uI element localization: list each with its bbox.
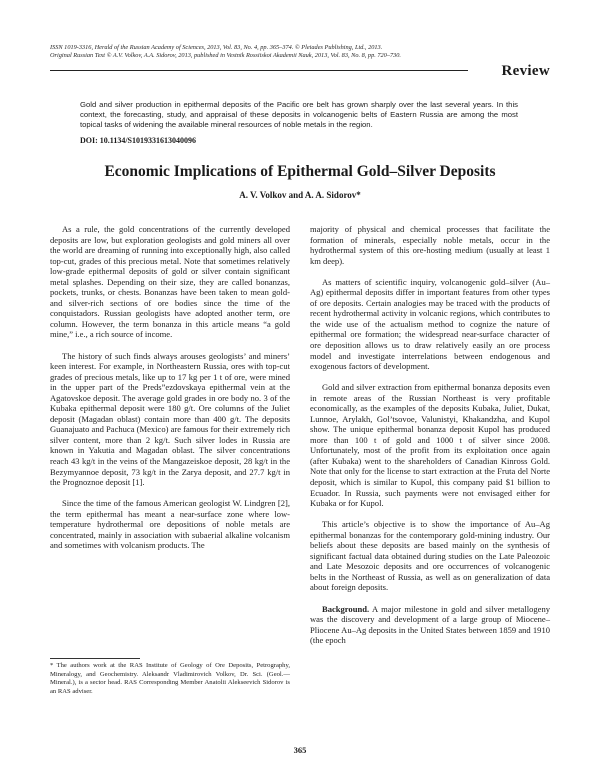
author-footnote: * The authors work at the RAS Institute of Geology of Ore Deposits, Petrography, Mineralogy, and Geochemistry. Aleksandr Vladimirovich Volkov, Dr. Sci. (Geol.—Mineral.), is a sector head. RAS Corresponding Member Anatolii Alekseevich Sidorov is an RAS adviser. — [50, 662, 290, 695]
footnote-rule — [50, 658, 140, 659]
section-heading — [50, 63, 550, 79]
abstract: Gold and silver production in epithermal deposits of the Pacific ore belt has grown sharply over the last several years. In this context, the forecasting, study, and appraisal of these deposits in volcanogenic belts of Eastern Russia are among the most topical tasks of widening the available mineral resources of noble metals in the region. — [80, 100, 518, 130]
right-column — [310, 224, 550, 646]
section-rule — [50, 70, 468, 71]
left-column — [50, 224, 290, 551]
doi[interactable]: DOI: 10.1134/S1019331613040096 — [80, 136, 197, 145]
paragraph: The history of such finds always arouses geologists’ and miners’ keen interest. For example, in Northeastern Russia, ores with top-cut grades of precious metals, like up to 17 kg per 1 t of ore, were mined in the upper part of the Preds”ezdovskaya epithermal vein at the Agatovskoe deposit. The average gold grades in ore body no. 3 of the Kubaka epithermal deposit were 180 g/t. Ore columns of the Juliet deposit (Magadan oblast) contain more than 400 g/t. The deposits Guanajuato and Pachuca (Mexico) are famous for their extremely rich silver content, more than 2 kg/t. Such silver lodes in Russia are known in Yakutia and Magadan oblast. The silver concentrations reach 43 kg/t in the veins of the Mangazeiskoe deposit, 28 kg/t in the Bezymyannoe deposit, 73 kg/t in the Zarya deposit, and 27.7 kg/t in the Prognoznoe deposit [1]. — [50, 350, 290, 488]
article-title: Economic Implications of Epithermal Gold–Silver Deposits — [104, 163, 496, 180]
section-label: Review — [501, 63, 550, 79]
paragraph: majority of physical and chemical processes that facilitate the formation of minerals, especially noble metals, occur in the hydrothermal system of this ore-hosting medium (usually at least 1 km deep). — [310, 224, 550, 266]
paragraph: Gold and silver extraction from epithermal bonanza deposits even in remote areas of the Russian Northeast is very profitable economically, as the examples of the deposits Kubaka, Juliet, Dukat, Lunnoe, Arylakh, Gol’tsovoe, Valunistyi, Khakandzha, and Kupol show. The unique epithermal bonanza deposit Kupol has produced more than 100 t of gold and 1000 t of silver since 2008. Unfortunately, most of the profit from its exploitation once again (after Kubaka) went to the shareholders of Canadian Kinross Gold. Note that only for the license to start extraction at the Fruta del Norte deposit, which is similar to Kupol, this company paid $1 billion to Ecuador. In Russia, such payments were not envisaged either for Kubaka or for Kupol. — [310, 382, 550, 509]
paragraph: Since the time of the famous American geologist W. Lindgren [2], the term epithermal has meant a near-surface zone where low-temperature hydrothermal ore depositions of noble metals are concentrated, mainly in association with subaerial alkaline volcanism and sometimes with volcanism products. The — [50, 498, 290, 551]
paragraph: As a rule, the gold concentrations of the currently developed deposits are low, but exploration geologists and gold miners all over the world are dreaming of running into exceptionally high, also called top-cut, grades of this precious metal. Note that sometimes relatively low-grade epithermal deposits of gold or silver contain significant metal splashes. Depending on their size, they are called bonanzas, pockets, trunks, or chests. Bonanzas have been taken to mean gold- and silver-rich sections of ore bodies since the time of the conquistadors. Russian geologists have adopted another term, ore column. However, the term bonanza in this article means “a gold mine,” i.e., a rich source of income. — [50, 224, 290, 340]
paragraph: As matters of scientific inquiry, volcanogenic gold–silver (Au–Ag) epithermal deposits differ in important features from other types of ore deposits. Certain analogies may be traced with the products of recent hydrothermal activity in volcanic regions, which contributes to the wide use of the actualism method to cognize the nature of epithermal ore formation; the widespread near-surface character of ore deposition allows us to draw relatively easily an ore process model and investigate interrelations between endogenous and exogenous factors of development. — [310, 276, 550, 372]
run-in-heading: Background. — [322, 603, 370, 614]
paragraph-text: A major milestone in gold and silver metallogeny was the discovery and development of a large group of Miocene–Pliocene Au–Ag deposits in the United States between 1859 and 1910 (the epoch — [310, 603, 550, 646]
journal-header-line-2: Original Russian Text © A.V. Volkov, A.A. Sidorov, 2013, published in Vestnik Rossiiskoi Akademii Nauk, 2013, Vol. 83, No. 8, pp. 720–730. — [50, 52, 401, 59]
article-authors: A. V. Volkov and A. A. Sidorov* — [239, 190, 361, 200]
paragraph — [310, 604, 550, 646]
page-number: 365 — [293, 745, 307, 755]
paragraph: This article’s objective is to show the importance of Au–Ag epithermal bonanzas for the contemporary gold-mining industry. Our beliefs about these deposits are based mainly on the synthesis of significant factual data obtained during studies on the Late Paleozoic and Late Mesozoic deposits and ore occurrences of volcanogenic belts in the Northeast of Russia, as well as on generalization of data about foreign deposits. — [310, 519, 550, 593]
journal-header-line-1: ISSN 1019-3316, Herald of the Russian Academy of Sciences, 2013, Vol. 83, No. 4, pp. 365–374. © Pleiades Publishing, Ltd., 2013. — [50, 44, 383, 51]
